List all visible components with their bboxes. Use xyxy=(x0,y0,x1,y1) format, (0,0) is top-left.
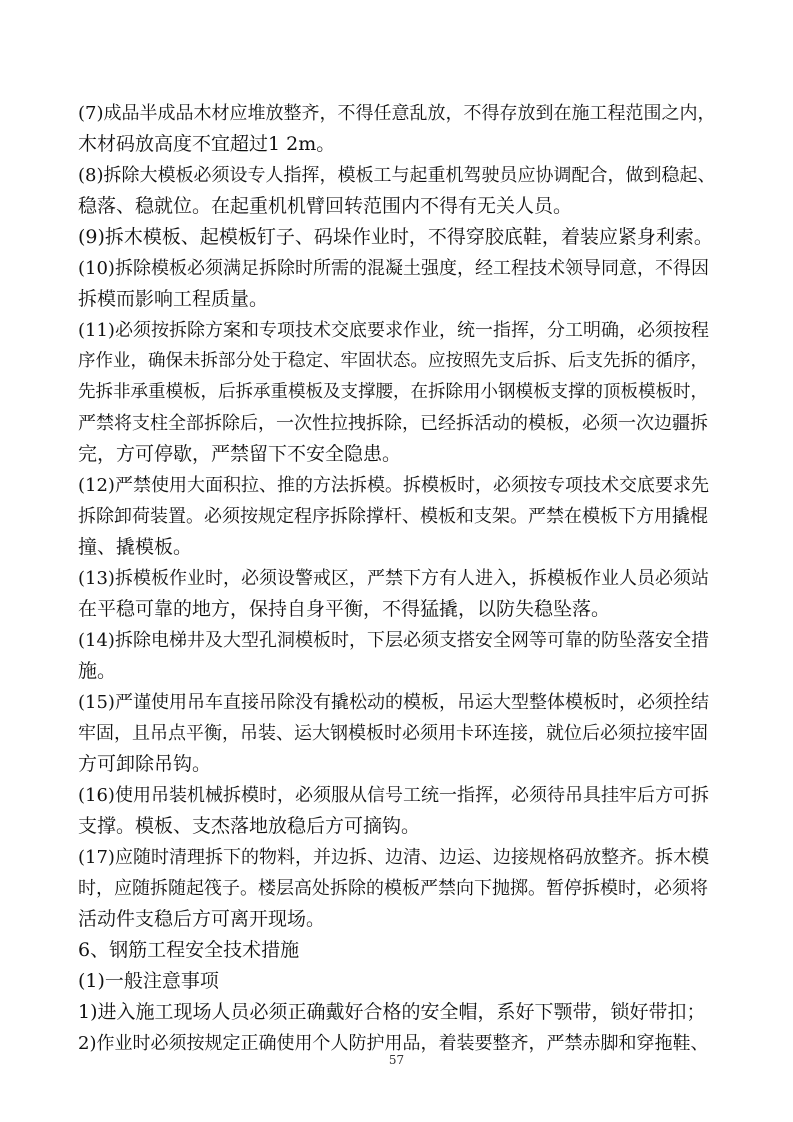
text-line: 严禁将支柱全部拆除后，一次性拉拽拆除，已经拆活动的模板，必须一次边疆拆 xyxy=(78,413,708,434)
text-line: 稳落、稳就位。在起重机机臂回转范围内不得有无关人员。 xyxy=(78,195,573,217)
page-number: 57 xyxy=(388,1053,405,1067)
text-line: (14)拆除电梯井及大型孔洞模板时，下层必须支搭安全网等可靠的防坠落安全措 xyxy=(78,630,709,651)
text-line: 拆除卸荷装置。必须按规定程序拆除撑杆、模板和支架。严禁在模板下方用撬棍 xyxy=(78,506,708,527)
text-line: 2)作业时必须按规定正确使用个人防护用品，着装要整齐，严禁赤脚和穿拖鞋、 xyxy=(78,1033,709,1054)
text-line: 序作业，确保未拆部分处于稳定、牢固状态。应按照先支后拆、后支先拆的循序， xyxy=(78,351,708,371)
text-line: (16)使用吊装机械拆模时，必须服从信号工统一指挥，必须待吊具挂牢后方可拆 xyxy=(78,785,709,806)
text-line: (17)应随时清理拆下的物料，并边拆、边清、边运、边接规格码放整齐。拆木模 xyxy=(78,847,709,868)
text-line: (9)拆木模板、起模板钉子、码垛作业时，不得穿胶底鞋，着装应紧身利索。 xyxy=(78,226,713,248)
text-line: 活动件支稳后方可离开现场。 xyxy=(78,908,326,930)
text-line: 完，方可停歇，严禁留下不安全隐患。 xyxy=(78,443,402,465)
text-line: 拆模而影响工程质量。 xyxy=(78,288,269,310)
text-line: 支撑。模板、支杰落地放稳后方可摘钩。 xyxy=(78,815,421,837)
text-line: 6、钢筋工程安全技术措施 xyxy=(78,939,300,961)
text-line: (1)一般注意事项 xyxy=(78,970,219,992)
text-line: 时，应随拆随起筏子。楼层高处拆除的模板严禁向下抛掷。暂停拆模时，必须将 xyxy=(78,878,708,899)
text-line: 撞、撬模板。 xyxy=(78,536,193,558)
text-line: 施。 xyxy=(78,660,117,682)
text-line: (15)严谨使用吊车直接吊除没有撬松动的模板，吊运大型整体模板时，必须拴结 xyxy=(78,692,709,713)
text-line: (8)拆除大模板必须设专人指挥，模板工与起重机驾驶员应协调配合，做到稳起、 xyxy=(78,165,716,186)
text-line: 方可卸除吊钩。 xyxy=(78,753,212,775)
text-line: (7)成品半成品木材应堆放整齐，不得任意乱放，不得存放到在施工程范围之内， xyxy=(78,103,716,124)
text-line: 木材码放高度不宜超过1 2m。 xyxy=(78,133,336,155)
document-body xyxy=(78,98,718,1059)
text-line: 在平稳可靠的地方，保持自身平衡，不得猛撬，以防失稳坠落。 xyxy=(78,598,611,620)
text-line: (12)严禁使用大面积拉、推的方法拆模。拆模板时，必须按专项技术交底要求先 xyxy=(78,475,709,496)
text-line: (11)必须按拆除方案和专项技术交底要求作业，统一指挥，分工明确，必须按程 xyxy=(78,320,709,341)
text-line: (10)拆除模板必须满足拆除时所需的混凝土强度，经工程技术领导同意，不得因 xyxy=(78,258,709,279)
text-line: 1)进入施工现场人员必须正确戴好合格的安全帽，系好下颚带，锁好带扣； xyxy=(78,1001,706,1023)
text-line: 先拆非承重模板，后拆承重模板及支撑腰，在拆除用小钢模板支撑的顶板模板时， xyxy=(78,382,708,402)
text-line: (13)拆模板作业时，必须设警戒区，严禁下方有人进入，拆模板作业人员必须站 xyxy=(78,568,709,589)
text-line: 牢固，且吊点平衡，吊装、运大钢模板时必须用卡环连接，就位后必须拉接牢固 xyxy=(78,723,708,744)
